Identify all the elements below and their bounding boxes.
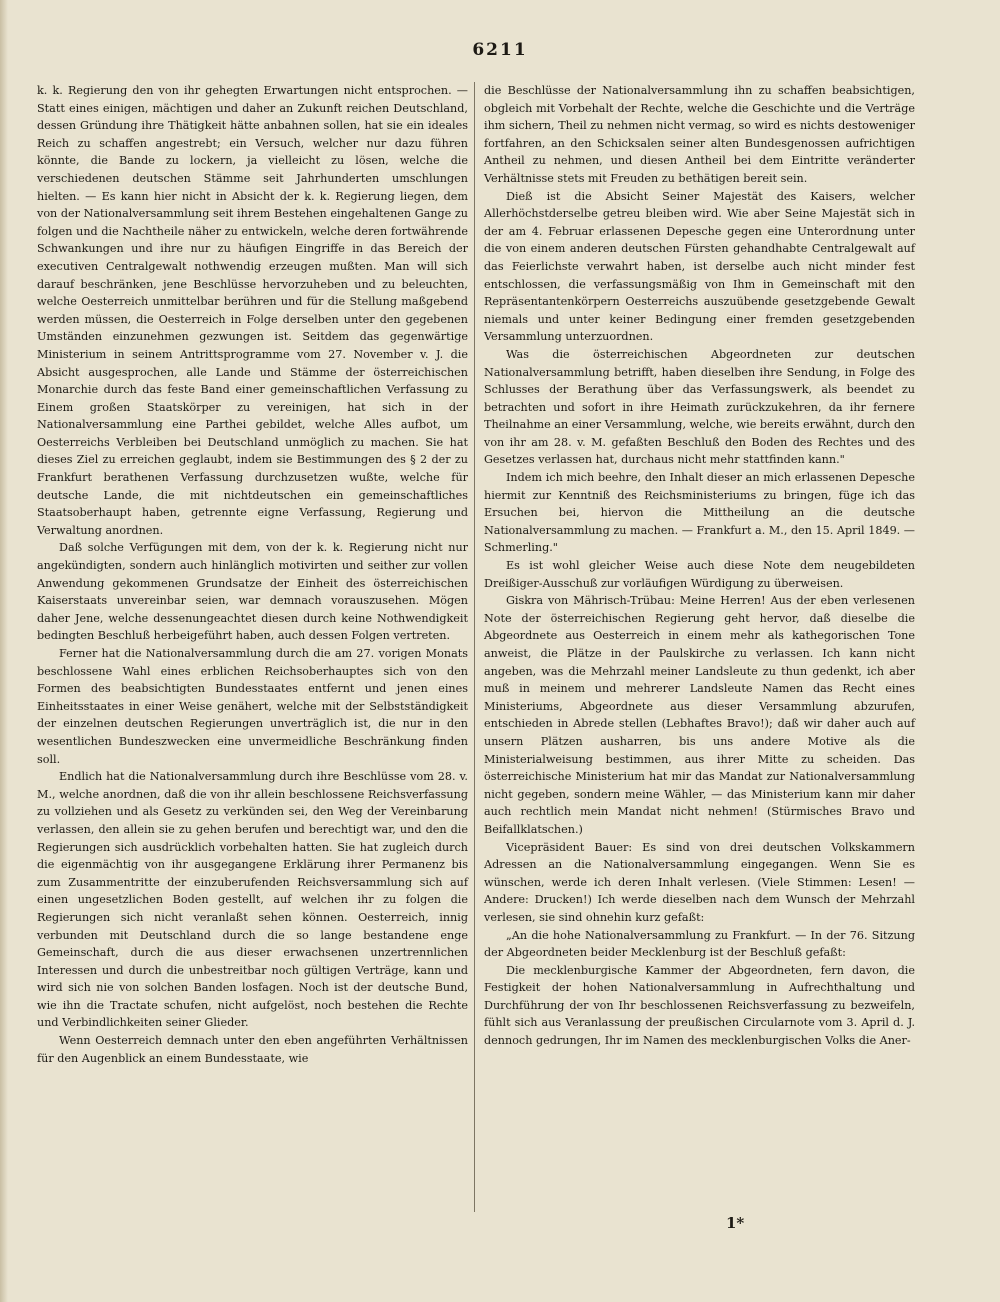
paragraph: Es ist wohl gleicher Weise auch diese Note dem neugebildeten Dreißiger-Ausschuß zur vorläufigen Würdigung zu überweisen.: [484, 559, 915, 590]
paragraph: Ferner hat die Nationalversammlung durch die am 27. vorigen Monats beschlossene Wahl eines erblichen Reichsoberhauptes sich von den Formen des beabsichtigten Bundesstaates entfernt und jenen eines Einheitsstaates in einer Weise genähert, welche mit der Selbstständigkeit der einzelnen deutschen Regierungen unverträglich ist, die nur in den wesentlichen Bundeszwecken eine unvermeidliche Beschränkung finden soll.: [37, 647, 468, 766]
paragraph: Indem ich mich beehre, den Inhalt dieser an mich erlassenen Depesche hiermit zur Kenntniß des Reichsministeriums zu bringen, füge ich das Ersuchen bei, hiervon die Mittheilung an die deutsche Nationalversammlung zu machen. — Frankfurt a. M., den 15. April 1849. — Schmerling.": [484, 471, 915, 555]
column-divider: [474, 82, 475, 1212]
speech-paragraph: Vicepräsident Bauer: Es sind von drei deutschen Volkskammern Adressen an die Nationalversammlung eingegangen. Wenn Sie es wünschen, werde ich deren Inhalt verlesen. (Viele Stimmen: Lesen! — Andere: Drucken!) Ich werde dieselben nach dem Wunsch der Mehrzahl verlesen, sie sind ohnehin kurz gefaßt:: [484, 840, 915, 924]
right-column: [484, 82, 915, 1050]
paragraph: die Beschlüsse der Nationalversammlung ihn zu schaffen beabsichtigen, obgleich mit Vorbehalt der Rechte, welche die Geschichte und die Verträge ihm sichern, Theil zu nehmen nicht vermag, so wird es nichts destoweniger fortfahren, an den Schicksalen seiner alten Bundesgenossen aufrichtigen Antheil zu nehmen, und diesen Antheil bei dem Eintritte veränderter Verhältnisse stets mit Freuden zu bethätigen bereit sein.: [484, 84, 915, 185]
paragraph: „An die hohe Nationalversammlung zu Frankfurt. — In der 76. Sitzung der Abgeordneten beider Mecklenburg ist der Beschluß gefaßt:: [484, 928, 915, 960]
paragraph: Die mecklenburgische Kammer der Abgeordneten, fern davon, die Festigkeit der hohen Nationalversammlung in Aufrechthaltung und Durchführung der von Ihr beschlossenen Reichsverfassung zu bezweifeln, fühlt sich aus Veranlassung der preußischen Circularnote vom 3. April d. J. dennoch gedrungen, Ihr im Namen des mecklenburgischen Volks die Aner-: [484, 963, 915, 1048]
paragraph: Endlich hat die Nationalversammlung durch ihre Beschlüsse vom 28. v. M., welche anordnen, daß die von ihr allein beschlossene Reichsverfassung zu vollziehen und als Gesetz zu verkünden sei, den Weg der Vereinbarung verlassen, den allein sie zu gehen berufen und berechtigt war, und den die Regierungen sich ausdrücklich vorbehalten hatten. Sie hat zugleich durch die eigenmächtig von ihr ausgegangene Erklärung ihrer Permanenz bis zum Zusammentritte der einzuberufenden Reichsversammlung sich auf einen ungesetzlichen Boden gestellt, auf welchen ihr zu folgen die Regierungen sich nicht veranlaßt sehen können. Oesterreich, innig verbunden mit Deutschland durch die so lange bestandene enge Gemeinschaft, durch die aus dieser erwachsenen unzertrennlichen Interessen und durch die unbestreitbar noch gültigen Verträge, kann und wird sich nie von solchen Banden losfagen. Noch ist der deutsche Bund, wie ihn die Tractate schufen, nicht aufgelöst, noch bestehen die Rechte und Verbindlichkeiten seiner Glieder.: [37, 770, 468, 1030]
signature-mark: 1*: [726, 1214, 745, 1232]
paragraph: Was die österreichischen Abgeordneten zur deutschen Nationalversammlung betrifft, haben dieselben ihre Sendung, in Folge des Schlusses der Berathung über das Verfassungswerk, als beendet zu betrachten und sofort in ihre Heimath zurückzukehren, da ihr fernere Theilnahme an einer Versammlung, welche, wie bereits erwähnt, durch den von ihr am 28. v. M. gefaßten Beschluß den Boden des Rechtes und des Gesetzes verlassen hat, durchaus nicht mehr stattfinden kann.": [484, 347, 915, 467]
page-edge-shadow: [0, 0, 8, 1302]
page-number: 6211: [472, 40, 528, 60]
paragraph: Wenn Oesterreich demnach unter den eben angeführten Verhältnissen für den Augenblick an einem Bundesstaate, wie: [37, 1034, 468, 1065]
left-column: [37, 82, 468, 1067]
speech-paragraph: Giskra von Mährisch-Trübau: Meine Herren! Aus der eben verlesenen Note der österreichischen Regierung geht hervor, daß dieselbe die Abgeordnete aus Oesterreich in einem mehr als kathegorischen Tone anweist, die Plätze in der Paulskirche zu verlassen. Ich kann nicht angeben, was die Mehrzahl meiner Landsleute zu thun gedenkt, ich aber muß in meinem und mehrerer Landsleute Namen das Recht eines Ministeriums, Abgeordnete aus dieser Versammlung abzurufen, entschieden in Abrede stellen (Lebhaftes Bravo!); daß wir daher auch auf unsern Plätzen ausharren, bis uns andere Motive als die Ministerialweisung bestimmen, aus ihrer Mitte zu scheiden. Das österreichische Ministerium hat mir das Mandat zur Nationalversammlung nicht gegeben, sondern meine Wähler, — das Ministerium kann mir daher auch rechtlich mein Mandat nicht nehmen! (Stürmisches Bravo und Beifallklatschen.): [484, 594, 915, 836]
paragraph: Dieß ist die Absicht Seiner Majestät des Kaisers, welcher Allerhöchstderselbe getreu bleiben wird. Wie aber Seine Majestät sich in der am 4. Februar erlassenen Depesche gegen eine Unterordnung unter die von einem anderen deutschen Fürsten gehandhabte Centralgewalt auf das Feierlichste verwahrt haben, ist derselbe auch nicht minder fest entschlossen, die verfassungsmäßig von Ihm in Gemeinschaft mit den Repräsentantenkörpern Oesterreichs auszuübende gesetzgebende Gewalt niemals und unter keiner Bedingung einer fremden gesetzgebenden Versammlung unterzuordnen.: [484, 189, 915, 344]
paragraph: k. k. Regierung den von ihr gehegten Erwartungen nicht entsprochen. — Statt eines einigen, mächtigen und daher an Zukunft reichen Deutschland, dessen Gründung ihre Thätigkeit hätte anbahnen sollen, hat sie ein ideales Reich zu schaffen angestrebt; ein Versuch, welcher nur dazu führen könnte, die Bande zu lockern, ja vielleicht zu lösen, welche die verschiedenen deutschen Stämme seit Jahrhunderten umschlungen hielten. — Es kann hier nicht in Absicht der k. k. Regierung liegen, dem von der Nationalversammlung seit ihrem Bestehen eingehaltenen Gange zu folgen und die Nachtheile näher zu entwickeln, welche deren fortwährende Schwankungen und ihre nur zu häufigen Eingriffe in das Bereich der executiven Centralgewalt nothwendig erzeugen mußten. Man will sich darauf beschränken, jene Beschlüsse hervorzuheben und zu beleuchten, welche Oesterreich unmittelbar berühren und für die Stellung maßgebend werden müssen, die Oesterreich in Folge derselben unter den gegebenen Umständen einzunehmen gezwungen ist. Seitdem das gegenwärtige Ministerium in seinem Antrittsprogramme vom 27. November v. J. die Absicht ausgesprochen, alle Lande und Stämme der österreichischen Monarchie durch das feste Band einer gemeinschaftlichen Verfassung zu Einem großen Staatskörper zu vereinigen, hat sich in der Nationalversammlung eine Parthei gebildet, welche Alles aufbot, um Oesterreichs Verbleiben bei Deutschland unmöglich zu machen. Sie hat dieses Ziel zu erreichen geglaubt, indem sie Bestimmungen des § 2 der zu Frankfurt berathenen Verfassung durchzusetzen wußte, welche für deutsche Lande, die mit nichtdeutschen ein gemeinschaftliches Staatsoberhaupt haben, getrennte eigne Verfassung, Regierung und Verwaltung anordnen.: [37, 84, 468, 537]
paragraph: Daß solche Verfügungen mit dem, von der k. k. Regierung nicht nur angekündigten, sondern auch hinlänglich motivirten und seither zur vollen Anwendung gekommenen Grundsatze der Einheit des österreichischen Kaiserstaats unvereinbar seien, war demnach vorauszusehen. Mögen daher Jene, welche dessenungeachtet diesen durch keine Nothwendigkeit bedingten Beschluß herbeigeführt haben, auch dessen Folgen vertreten.: [37, 541, 468, 643]
